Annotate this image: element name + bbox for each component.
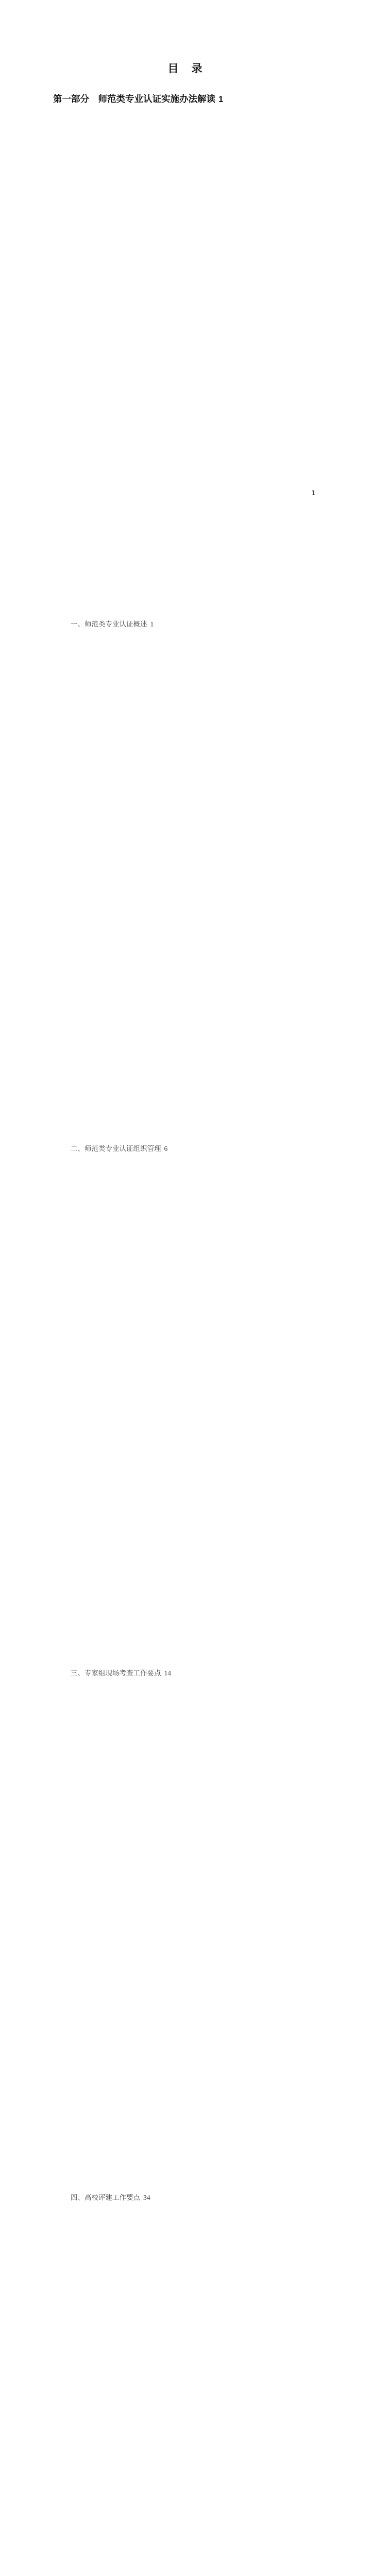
toc-entry [53,1142,313,1666]
toc-entry-label: 一、师范类专业认证概述 [71,620,147,628]
toc-entry [53,91,313,616]
toc-entry-page: 14 [164,1666,314,2191]
toc-entry-label: 三、专家组现场考查工作要点 [71,1669,161,1677]
toc-entry-label: 第一部分 师范类专业认证实施办法解读 [53,94,215,104]
toc-entry-page: 1 [150,617,314,1142]
toc-entry-page: 34 [143,2191,313,2576]
toc-entry-page: 1 [218,92,313,616]
footer-page-number: 1 [311,489,315,497]
toc-entry-page: 6 [164,1142,314,1666]
toc-entry [53,2191,313,2576]
toc-entry-label: 四、高校评建工作要点 [71,2194,140,2201]
toc-entry [53,1666,313,2191]
toc-title: 目 录 [167,63,204,75]
toc-list [53,91,313,2576]
toc-entry-label: 二、师范类专业认证组织管理 [71,1145,161,1153]
toc-entry [53,617,313,1142]
